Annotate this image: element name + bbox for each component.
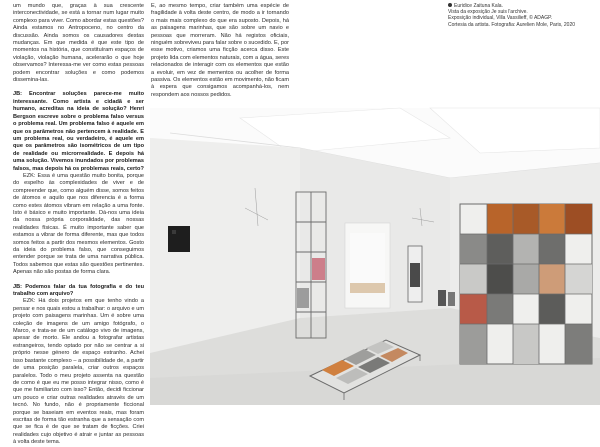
question-1: JB: Encontrar soluções parece-me muito interessante. Como artista e cidadã e ser humano, acreditas na ideia de solução? Henri Bergson escreve sobre o problema falso versus o problema real. Um problema falso é aquele em que os parâmetros não pertencem à realidade. E um problema real, ou verdadeiro, é aquele em que os parâmetros são isométricos de um tipo de realidade ou microrrealidade. E depois há uma solução. Vivemos inundados por problemas falsos, mas depois há os problemas reais, certo?: [13, 91, 144, 172]
answer-2: EZK: Há dois projetos em que tenho vindo a pensar e nos quais estou a trabalhar: o arquivo e um projeto com paisagens marinhas. Um é sobre uma coleção de imagens de um amigo fotógrafo, o Marco, e trata-se de um catálogo vivo de imagens, apesar de morto. Ele andou a fotografar artistas estrangeiros, tendo optado por não se centrar a si próprio nesse género de espaço estranho. Achei isso bastante complexo – a possibilidade de, a partir de uma posição paralela, criar outros espaços paralelos. Todo o meu projeto assenta na questão de como é que eu me posso integrar nisso, como é que me familiarizo com isso? Então, decidi ficcionar um pouco e criar outras realidades através de um tecnó. No fundo, não é propriamente ficcional porque se baseiam em eventos reais, mas foram escritas de forma tão estranha que a sensação com que se fica é de que se tratam de ficções. Criei realidades cujo objetivo é atrair e juntar as pessoas à volta deste tema.: [13, 298, 144, 446]
caption-line-artist: Euridice Zaituna Kala.: [448, 3, 596, 9]
middle-paragraph: E, ao mesmo tempo, criar também uma espécie de fragilidade à volta deste centro, de modo a ir tornando o mais mais complexo do que era suposto. Depois, há as paisagens marinhas, que são sobre um navio e pessoas que morreram. Não há registos oficiais, ninguém sobreviveu para falar sobre o sucedido. E, por esse motivo, criamos uma ficção acerca disso. Este projeto lida com elementos naturais, com a água, seres relacionados de interagir com os elementos que estão a evoluir, em vez de mementos ou acolher de forma passiva. Os elementos estão em movimento, não ficam à espera que consigamos acompanhá-los, nem respondem aos nossos pedidos.: [151, 3, 289, 98]
answer-1: EZK: Essa é uma questão muito bonita, porque do espelho às complexidades de viver e de compreender que, como alguém disse, somos feitos de átomos e aquilo que nos diferencia é a forma como estes átomos vibram em relação a uma fonte. Isto é básico e muito importante. Dá-nos uma ideia da nossa própria corporalidade, das nossas realidades físicas. É muito importante saber que estamos a vibrar de forma diferente, mas que todos somos feitos a partir dos mesmos elementos. Gosto da ideia do problema falso, que conseguimos entender porque se trata de uma narrativa pública. Todos sabemos que estas são questões pertinentes. Apenas não são postas de forma clara.: [13, 172, 144, 276]
caption-line-venue: Exposição individual, Villa Vassilieff, © ADAGP.: [448, 15, 553, 22]
photo-caption: [448, 3, 596, 28]
left-text-column: [13, 3, 144, 446]
caption-line-exhibition: Vista da exposição Je suis l'archive.: [448, 9, 528, 16]
middle-text-column: [151, 3, 289, 106]
intro-paragraph: um mundo que, graças à sua crescente interconectividade, se está a tornar num lugar muito complexo para viver. Como abordar estas questões? Ainda estamos no Antropoceno, no centro da discussão. Ainda somos os causadores destas mudanças. Em que medida é que este tipo de momentos na história, que constituíram espaços de violação, violação humana, acelerarão o que hoje observamos? Interessa-me ver como estas pessoas podem encontrar soluções e como podemos dissemina-las.: [13, 3, 144, 84]
installation-photo: [150, 108, 600, 405]
question-2: JB: Podemos falar da tua fotografia e do teu trabalho com arquivo?: [13, 283, 144, 298]
caption-bullet-icon: [448, 3, 452, 7]
caption-line-credit: Cortesia da artista. Fotografia: Aurelien Mole, Paris, 2020: [448, 21, 576, 28]
